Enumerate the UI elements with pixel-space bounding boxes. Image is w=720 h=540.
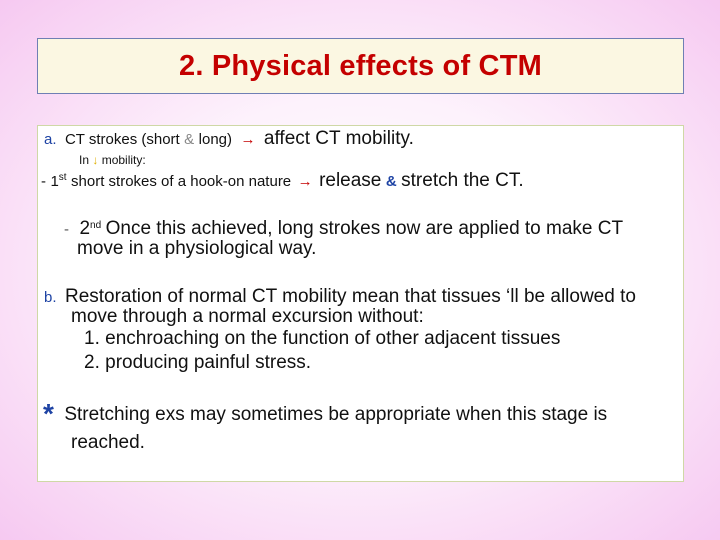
item-b-text-1: Restoration of normal CT mobility mean that tissues ‘ll be allowed to (64, 286, 636, 307)
subnote-line (79, 153, 146, 167)
item-a-arrow: → (240, 131, 256, 148)
point-2-ordinal-sup: nd (90, 220, 102, 231)
point-2-dash: - (64, 221, 69, 238)
item-a-ampersand: & (184, 131, 195, 148)
point-1-ordinal-num: 1 (50, 173, 59, 190)
point-2-text-1: Once this achieved, long strokes now are applied to make CT (105, 218, 624, 239)
item-a-marker: a. (44, 131, 57, 148)
subnote-prefix: In (79, 153, 90, 167)
point-2-ordinal (79, 218, 101, 239)
item-b-line-3: 1. enchroaching on the function of other adjacent tissues (84, 328, 561, 349)
note-line-2: reached. (71, 432, 145, 453)
point-1-ordinal (50, 173, 66, 190)
content-box (37, 125, 684, 482)
point-2-line-2: move in a physiological way. (77, 238, 317, 259)
point-1-text-3: stretch the CT. (401, 170, 524, 191)
asterisk-icon: * (43, 398, 54, 429)
item-b-line-4: 2. producing painful stress. (84, 352, 312, 373)
item-a-line (44, 128, 414, 150)
point-1-dash: - (41, 173, 46, 190)
note-line-1 (43, 398, 607, 430)
point-2-line (64, 218, 623, 240)
item-b-marker: b. (44, 289, 57, 306)
point-1-text-1: short strokes of a hook-on nature (71, 173, 292, 190)
item-b-line-2: move through a normal excursion without: (71, 306, 424, 327)
point-1-arrow: → (297, 173, 313, 190)
point-1-ordinal-sup: st (58, 172, 67, 183)
slide-title: 2. Physical effects of CTM (179, 49, 542, 82)
item-a-text-3: affect CT mobility. (263, 128, 414, 149)
note-text-1: Stretching exs may sometimes be appropriate when this stage is (64, 404, 608, 425)
item-a-text-1: CT strokes (short (64, 131, 180, 148)
title-box (37, 38, 684, 94)
point-1-ampersand: & (385, 173, 397, 190)
item-b-line-1 (44, 286, 636, 308)
down-arrow-icon: ↓ (92, 153, 99, 167)
point-1-line (41, 170, 524, 192)
item-a-text-2: long) (198, 131, 232, 148)
subnote-text: mobility: (101, 153, 146, 167)
point-1-text-2: release (319, 170, 382, 191)
point-2-ordinal-num: 2 (79, 218, 91, 239)
